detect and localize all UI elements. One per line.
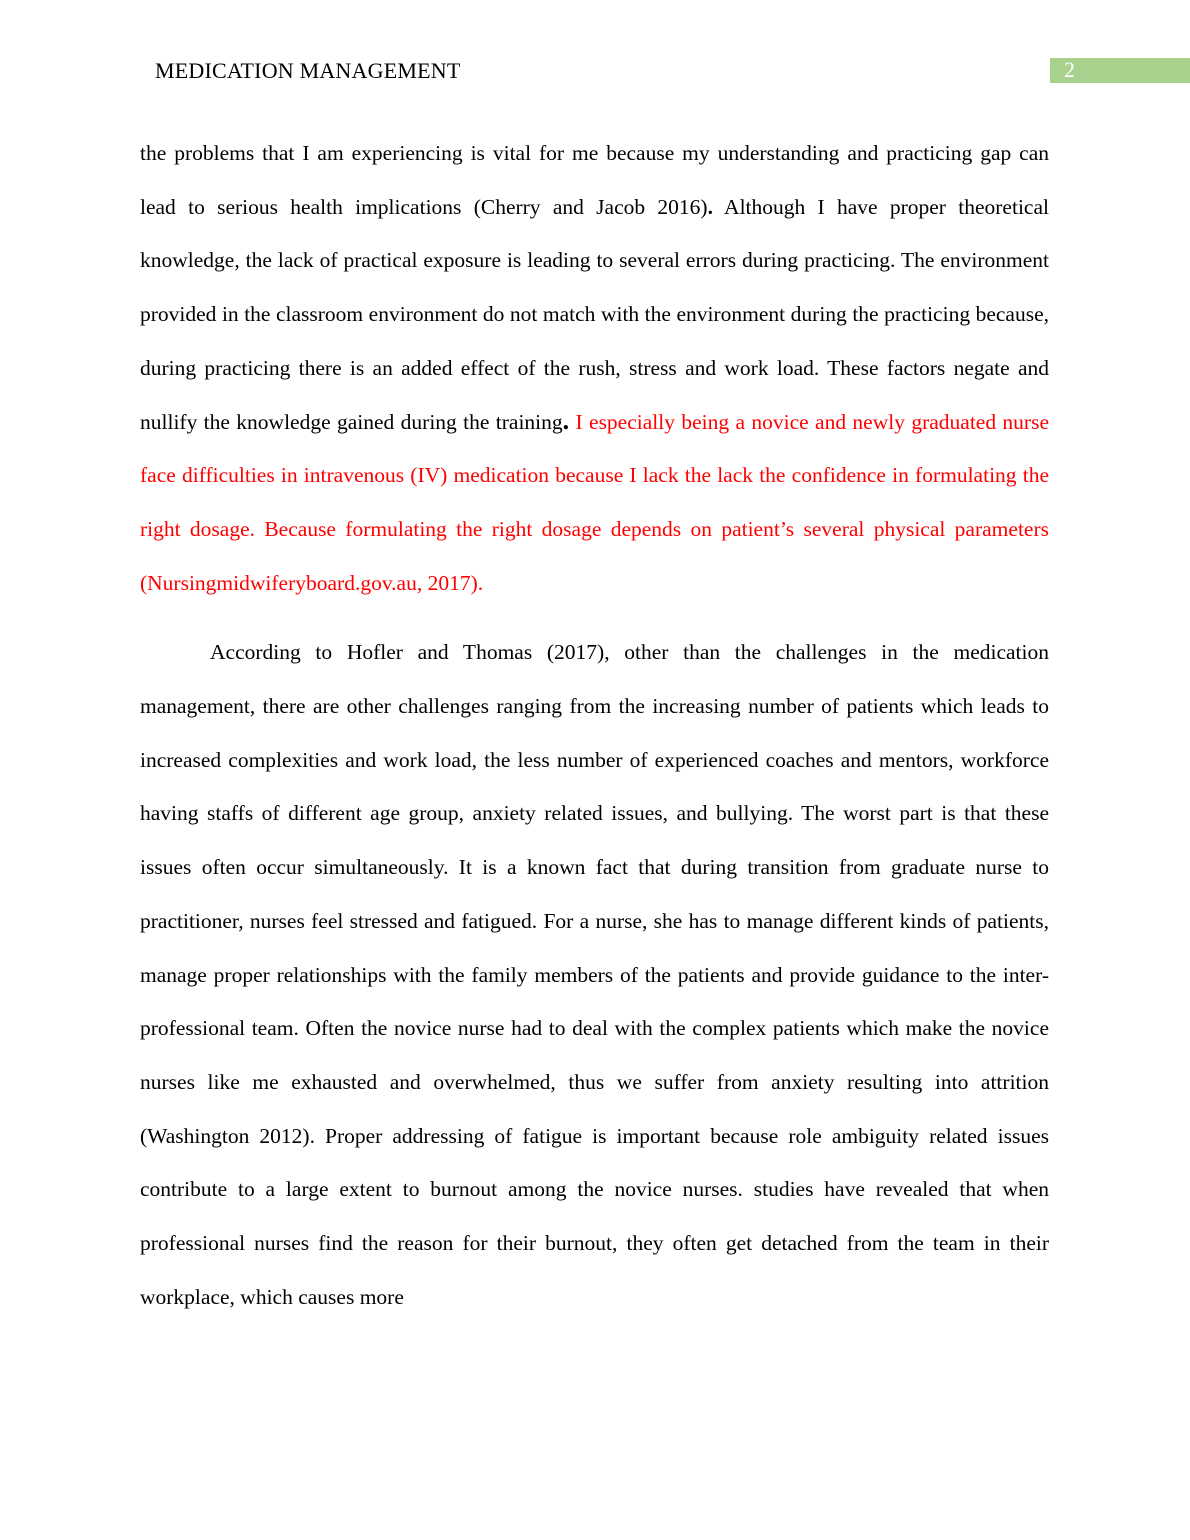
paragraph-1-highlighted-red-text: I especially being a novice and newly graduated nurse face difficulties in intravenous (IV) medication because I lack the lack the confidence in formulating the right dosage. Because formulating the right dosage depends on patient’s several physical parameters (Nursingmidwiferyboard.gov.au, 2017). bbox=[140, 409, 1050, 595]
paragraph-2: According to Hofler and Thomas (2017), other than the challenges in the medication management, there are other challenges ranging from the increasing number of patients which leads to increased complexities and work load, the less number of experienced coaches and mentors, workforce having staffs of different age group, anxiety related issues, and bullying. The worst part is that these issues often occur simultaneously. It is a known fact that during transition from graduate nurse to practitioner, nurses feel stressed and fatigued. For a nurse, she has to manage different kinds of patients, manage proper relationships with the family members of the patients and provide guidance to the inter-professional team. Often the novice nurse had to deal with the complex patients which make the novice nurses like me exhausted and overwhelmed, thus we suffer from anxiety resulting into attrition (Washington 2012). Proper addressing of fatigue is important because role ambiguity related issues contribute to a large extent to burnout among the novice nurses. studies have revealed that when professional nurses find the reason for their burnout, they often get detached from the team in their workplace, which causes more bbox=[140, 640, 1049, 1309]
paragraph-1-bold-period: . bbox=[707, 194, 713, 219]
paragraph-1-bold-period-2: . bbox=[562, 405, 570, 435]
paragraph-1-sentence-1: the problems that I am experiencing is vital for me because my understanding and practicing gap can lead to serious health implications (Cherry and Jacob 2016) bbox=[140, 141, 1049, 219]
page-number-box bbox=[1050, 58, 1190, 83]
page-number: 2 bbox=[1064, 57, 1075, 82]
running-header-title: MEDICATION MANAGEMENT bbox=[155, 58, 461, 83]
paragraph-1 bbox=[140, 127, 1049, 610]
document-body bbox=[140, 127, 1049, 1324]
paragraph-1-sentence-2: Although I have proper theoretical knowledge, the lack of practical exposure is leading to several errors during practicing. The environment provided in the classroom environment do not match with the environment during the practicing because, during practicing there is an added effect of the rush, stress and work load. These factors negate and nullify the knowledge gained during the training bbox=[140, 194, 1049, 434]
